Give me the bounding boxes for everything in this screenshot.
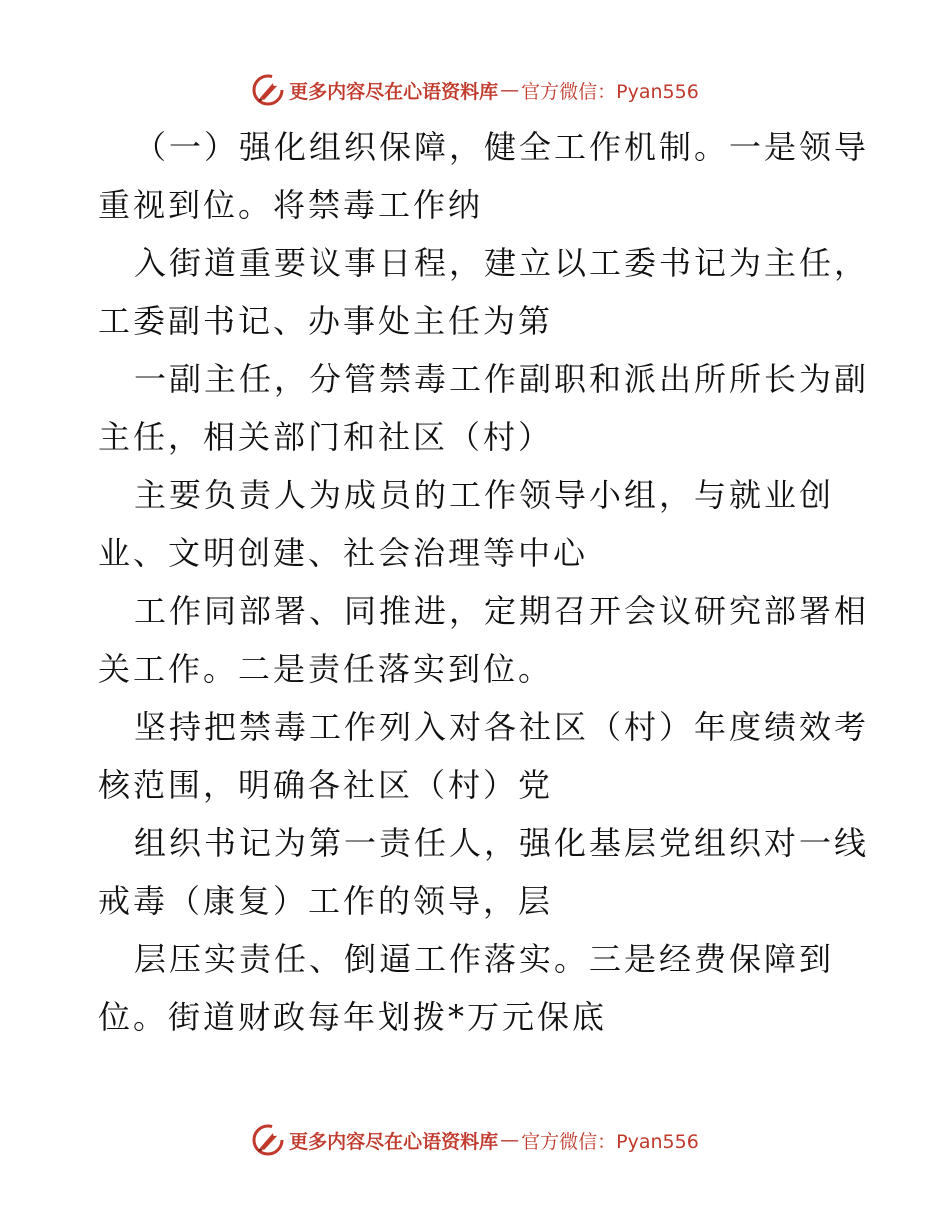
banner-title: 更多内容尽在心语资料库 (289, 1130, 499, 1153)
header-banner (0, 70, 950, 110)
text-line: 入街道重要议事日程，建立以工委书记为主任， (134, 244, 870, 282)
text-line: 戒毒（康复）工作的领导，层 (98, 882, 554, 920)
pen-swirl-logo-icon (251, 1123, 285, 1157)
text-line: 核范围，明确各社区（村）党 (98, 766, 554, 804)
text-line: 主任，相关部门和社区（村） (98, 418, 554, 456)
footer-banner (0, 1120, 950, 1160)
banner-wechat-handle: 官方微信：Pyan556 (521, 1130, 699, 1153)
text-line: 业、文明创建、社会治理等中心 (98, 534, 589, 572)
banner-dash: — (500, 1129, 520, 1151)
text-line: 一副主任，分管禁毒工作副职和派出所所长为副 (134, 360, 870, 398)
banner-dash: — (500, 79, 520, 101)
text-line: 坚持把禁毒工作列入对各社区（村）年度绩效考 (134, 708, 870, 746)
text-line: 工委副书记、办事处主任为第 (98, 302, 554, 340)
text-line: 层压实责任、倒逼工作落实。三是经费保障到 (134, 940, 835, 978)
text-line: （一）强化组织保障，健全工作机制。一是领导 (134, 128, 870, 166)
document-body (98, 118, 868, 1046)
text-line: 主要负责人为成员的工作领导小组，与就业创 (134, 476, 835, 514)
text-line: 组织书记为第一责任人，强化基层党组织对一线 (134, 824, 870, 862)
text-line: 位。街道财政每年划拨*万元保底 (98, 998, 608, 1036)
banner-wechat-handle: 官方微信：Pyan556 (521, 80, 699, 103)
text-line: 关工作。二是责任落实到位。 (98, 650, 554, 688)
text-line: 重视到位。将禁毒工作纳 (98, 186, 484, 224)
banner-title: 更多内容尽在心语资料库 (289, 80, 499, 103)
pen-swirl-logo-icon (251, 73, 285, 107)
text-line: 工作同部署、同推进，定期召开会议研究部署相 (134, 592, 870, 630)
